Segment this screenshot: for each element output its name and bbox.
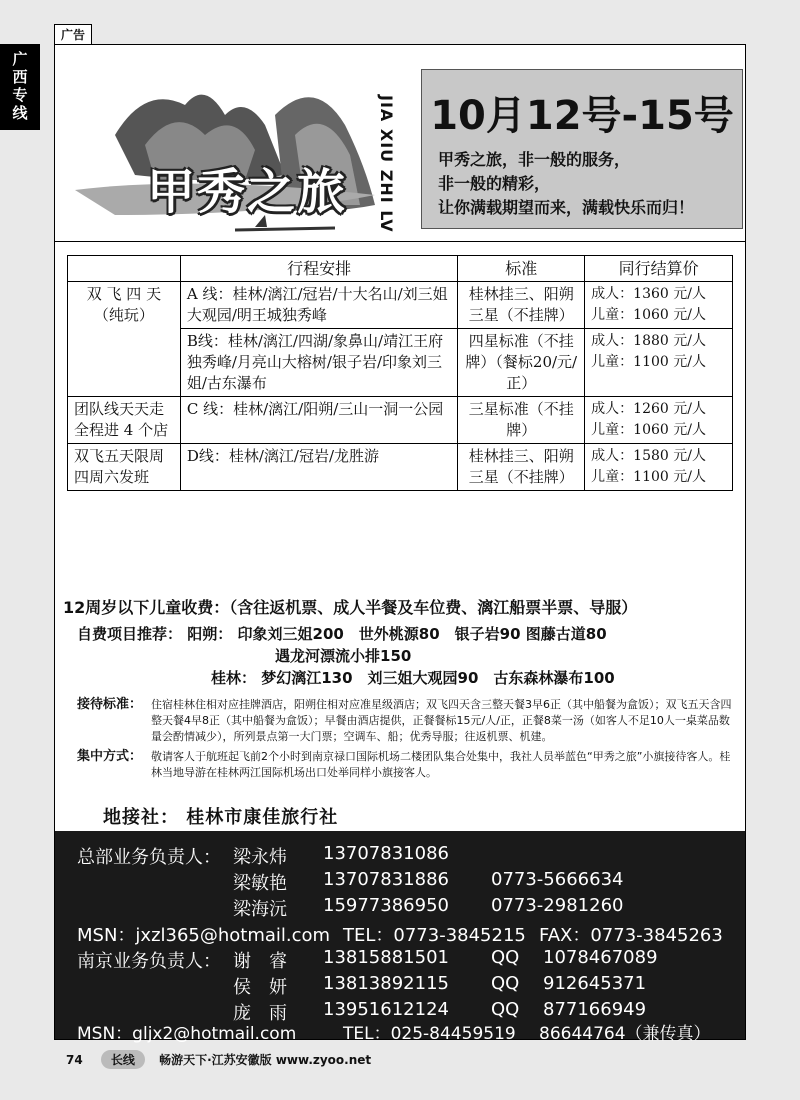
itinerary-table [67, 255, 733, 491]
contact-name: 庞 雨 [233, 1003, 287, 1024]
route-cell: D线：桂林/漓江/冠岩/龙胜游 [180, 444, 458, 491]
hq-msn: MSN：jxzl365@hotmail.com [77, 925, 331, 946]
contact-qq: 912645371 [543, 973, 647, 994]
brand-pinyin: JIA XIU ZHI LV [377, 95, 396, 233]
brand-name: 甲秀之旅 [147, 164, 348, 220]
publication: 畅游天下·江苏安徽版 www.zyoo.net [159, 1053, 372, 1067]
slogan-line: 让你满载期望而来，满载快乐而归！ [438, 198, 695, 217]
table-header: 标准 [458, 256, 585, 282]
contact-qq: 877166949 [543, 999, 647, 1020]
hq-tel: TEL：0773-3845215 [343, 925, 526, 946]
standard-cell: 桂林挂三、阳朔三星（不挂牌） [458, 282, 585, 329]
group-name: 双 飞 四 天（纯玩） [68, 282, 181, 397]
qq-label: QQ [491, 947, 520, 968]
assembly-row [77, 749, 737, 785]
nj-msn: MSN：gljx2@hotmail.com [77, 1024, 297, 1044]
section-badge: 长线 [101, 1050, 145, 1069]
nj-fax: 86644764（兼传真） [539, 1024, 711, 1044]
route-cell: C 线：桂林/漓江/阳朔/三山一洞一公园 [180, 397, 458, 444]
contact-phone: 0773-5666634 [491, 869, 624, 890]
header-box [421, 69, 743, 229]
ground-agency: 地接社： 桂林市康佳旅行社 [103, 807, 339, 828]
qq-label: QQ [491, 973, 520, 994]
contact-name: 侯 妍 [233, 977, 287, 998]
yangshuo-items-2: 遇龙河漂流小排150 [275, 647, 412, 665]
price-cell [585, 282, 733, 329]
assembly-text: 敬请客人于航班起飞前2个小时到南京禄口国际机场二楼团队集合处集中，我社人员举蓝色“甲秀之旅”小旗接待客人。桂林当地导游在桂林两江国际机场出口处举同样小旗接客人。 [151, 750, 731, 779]
side-tab-text: 广西专线 [12, 50, 28, 122]
guilin-label: 桂林： [211, 669, 257, 687]
ad-tag: 广告 [54, 24, 92, 45]
standard-cell: 桂林挂三、阳朔三星（不挂牌） [458, 444, 585, 491]
hq-fax: FAX：0773-3845263 [539, 925, 723, 946]
slogan-line: 甲秀之旅，非一般的服务， [438, 150, 631, 169]
child-price: 儿童：1060 元/人 [591, 422, 706, 438]
nj-label: 南京业务负责人： [77, 951, 221, 972]
divider [55, 241, 745, 242]
contact-qq: 1078467089 [543, 947, 658, 968]
ad-page [54, 44, 746, 1044]
route-cell: A 线：桂林/漓江/冠岩/十大名山/刘三姐大观园/明王城独秀峰 [180, 282, 458, 329]
optional-label: 自费项目推荐： [77, 625, 183, 643]
details [77, 697, 737, 785]
contact-mobile: 13707831086 [323, 843, 449, 864]
section-side-tab [0, 44, 40, 130]
table-header: 同行结算价 [585, 256, 733, 282]
contacts-panel [55, 831, 745, 1044]
brand-logo [75, 65, 425, 245]
table-header [68, 256, 181, 282]
adult-price: 成人：1580 元/人 [591, 448, 706, 464]
price-cell [585, 329, 733, 397]
hq-label: 总部业务负责人： [77, 847, 221, 868]
contact-mobile: 15977386950 [323, 895, 449, 916]
route-cell: B线：桂林/漓江/四湖/象鼻山/靖江王府独秀峰/月亮山大榕树/银子岩/印象刘三姐/古东瀑布 [180, 329, 458, 397]
qq-label: QQ [491, 999, 520, 1020]
nj-tel: TEL：025-84459519 [343, 1024, 516, 1044]
optional-row-yangshuo [77, 623, 615, 645]
yangshuo-items: 印象刘三姐200 世外桃源80 银子岩90 图藤古道80 [237, 625, 607, 643]
slogan [438, 148, 694, 220]
optional-row-yangshuo-2 [77, 645, 615, 667]
reception-label: 接待标准： [77, 697, 143, 712]
assembly-label: 集中方式： [77, 749, 143, 764]
adult-price: 成人：1880 元/人 [591, 333, 706, 349]
guilin-items: 梦幻漓江130 刘三姐大观园90 古东森林瀑布100 [261, 669, 615, 687]
table-row [68, 282, 733, 329]
yangshuo-label: 阳朔： [187, 625, 233, 643]
contact-mobile: 13813892115 [323, 973, 449, 994]
contact-mobile: 13707831886 [323, 869, 449, 890]
contact-name: 梁海沅 [233, 899, 287, 920]
child-price: 儿童：1060 元/人 [591, 307, 706, 323]
page-number: 74 [66, 1053, 83, 1067]
contact-name: 谢 睿 [233, 951, 287, 972]
contact-name: 梁敏艳 [233, 873, 287, 894]
price-cell [585, 397, 733, 444]
adult-price: 成人：1260 元/人 [591, 401, 706, 417]
group-name: 双飞五天限周四周六发班 [68, 444, 181, 491]
kids-fee: 12周岁以下儿童收费：（含往返机票、成人半餐及车位费、漓江船票半票、导服） [63, 598, 638, 617]
group-name: 团队线天天走全程进 4 个店 [68, 397, 181, 444]
child-price: 儿童：1100 元/人 [591, 354, 706, 370]
price-cell [585, 444, 733, 491]
table-row [68, 397, 733, 444]
contact-mobile: 13951612124 [323, 999, 449, 1020]
table-row [68, 444, 733, 491]
tour-dates: 10月12号-15号 [430, 93, 734, 139]
optional-items [77, 623, 615, 689]
standard-cell: 三星标准（不挂牌） [458, 397, 585, 444]
optional-row-guilin [77, 667, 615, 689]
slogan-line: 非一般的精彩， [438, 174, 551, 193]
reception-row [77, 697, 737, 749]
contact-name: 梁永炜 [233, 847, 287, 868]
table-header-row [68, 256, 733, 282]
table-header: 行程安排 [180, 256, 458, 282]
child-price: 儿童：1100 元/人 [591, 469, 706, 485]
standard-cell: 四星标准（不挂牌）（餐标20/元/正） [458, 329, 585, 397]
page-footer [66, 1050, 371, 1069]
adult-price: 成人：1360 元/人 [591, 286, 706, 302]
reception-text: 住宿桂林住相对应挂牌酒店，阳朔住相对应准星级酒店；双飞四天含三整天餐3早6正（其中船餐为盒饭）；双飞五天含四整天餐4早8正（其中船餐为盒饭）；早餐由酒店提供，正餐餐标15元/人/正，正餐8菜一汤（如客人不足10人一桌菜品数量会酌情减少），所列景点第一大门票；空调车、船；优秀导服；往返机票、机建。 [151, 698, 732, 743]
contact-mobile: 13815881501 [323, 947, 449, 968]
contact-phone: 0773-2981260 [491, 895, 624, 916]
